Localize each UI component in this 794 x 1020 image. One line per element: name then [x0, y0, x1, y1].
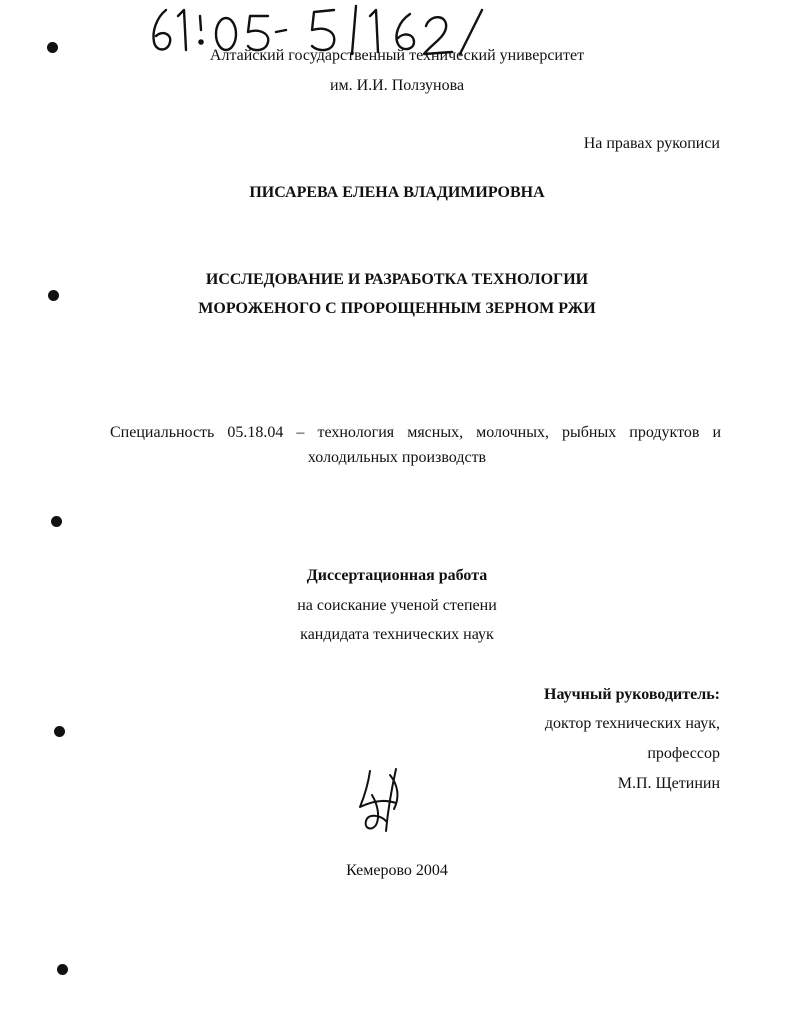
supervisor-name: М.П. Щетинин [617, 775, 720, 792]
degree-line1: на соискание ученой степени [297, 597, 497, 614]
punch-hole-mark [47, 42, 58, 53]
supervisor-degree: доктор технических наук, [544, 715, 720, 732]
degree-heading: Диссертационная работа [306, 567, 488, 584]
rights-note: На правах рукописи [583, 135, 720, 152]
punch-hole-mark [54, 726, 65, 737]
author-name: ПИСАРЕВА ЕЛЕНА ВЛАДИМИРОВНА [249, 184, 545, 201]
university-named-after: им. И.И. Ползунова [329, 77, 465, 94]
signature [350, 765, 410, 837]
degree-line2: кандидата технических наук [300, 626, 494, 643]
university-name: Алтайский государственный технический университет [209, 47, 585, 64]
specialty-line2: холодильных производств [307, 449, 487, 466]
specialty-line1: Специальность 05.18.04 – технология мясных, молочных, рыбных продуктов и [110, 424, 721, 441]
city-year: Кемерово 2004 [346, 862, 448, 879]
punch-hole-mark [51, 516, 62, 527]
punch-hole-mark [57, 964, 68, 975]
punch-hole-mark [48, 290, 59, 301]
thesis-title-line2: МОРОЖЕНОГО С ПРОРОЩЕННЫМ ЗЕРНОМ РЖИ [198, 300, 596, 317]
supervisor-heading: Научный руководитель: [544, 686, 720, 703]
thesis-title-line1: ИССЛЕДОВАНИЕ И РАЗРАБОТКА ТЕХНОЛОГИИ [205, 271, 589, 288]
supervisor-title: профессор [647, 745, 720, 762]
